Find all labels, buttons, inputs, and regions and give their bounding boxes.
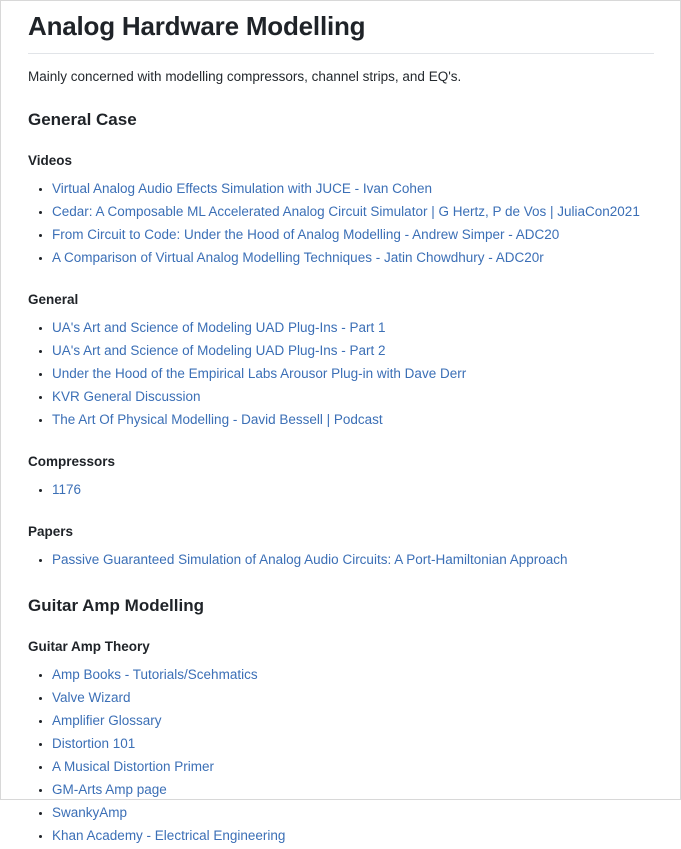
sections-container <box>28 110 654 847</box>
link[interactable]: A Comparison of Virtual Analog Modelling Techniques - Jatin Chowdhury - ADC20r <box>52 250 544 265</box>
document <box>1 1 680 847</box>
list-item <box>52 408 654 431</box>
group-heading: Compressors <box>28 454 116 469</box>
link[interactable]: UA's Art and Science of Modeling UAD Plug-Ins - Part 1 <box>52 320 386 335</box>
link-list <box>28 663 654 847</box>
list-item <box>52 778 654 801</box>
list-item <box>52 316 654 339</box>
list-item <box>52 339 654 362</box>
link[interactable]: Under the Hood of the Empirical Labs Arousor Plug-in with Dave Derr <box>52 366 467 381</box>
link[interactable]: SwankyAmp <box>52 805 128 820</box>
link[interactable]: Distortion 101 <box>52 736 136 751</box>
list-item <box>52 223 654 246</box>
group-heading: Papers <box>28 524 74 539</box>
link[interactable]: 1176 <box>52 482 82 497</box>
link[interactable]: GM-Arts Amp page <box>52 782 167 797</box>
link[interactable]: Amp Books - Tutorials/Scehmatics <box>52 667 258 682</box>
list-item <box>52 478 654 501</box>
list-item <box>52 755 654 778</box>
link-list <box>28 316 654 431</box>
link[interactable]: A Musical Distortion Primer <box>52 759 215 774</box>
list-item <box>52 548 654 571</box>
link[interactable]: KVR General Discussion <box>52 389 201 404</box>
list-item <box>52 824 654 847</box>
section-heading: Guitar Amp Modelling <box>28 596 204 615</box>
group-heading: General <box>28 292 79 307</box>
list-item <box>52 663 654 686</box>
link[interactable]: Valve Wizard <box>52 690 131 705</box>
group-heading: Guitar Amp Theory <box>28 639 150 654</box>
link[interactable]: Cedar: A Composable ML Accelerated Analog Circuit Simulator | G Hertz, P de Vos | JuliaCon2021 <box>52 204 640 219</box>
list-item <box>52 686 654 709</box>
list-item <box>52 362 654 385</box>
link[interactable]: From Circuit to Code: Under the Hood of Analog Modelling - Andrew Simper - ADC20 <box>52 227 560 242</box>
list-item <box>52 801 654 824</box>
link-list <box>28 177 654 269</box>
page-title: Analog Hardware Modelling <box>28 9 654 54</box>
section-heading: General Case <box>28 110 137 129</box>
link[interactable]: Virtual Analog Audio Effects Simulation with JUCE - Ivan Cohen <box>52 181 432 196</box>
list-item <box>52 177 654 200</box>
link-list <box>28 478 654 501</box>
group-heading: Videos <box>28 153 73 168</box>
list-item <box>52 709 654 732</box>
list-item <box>52 385 654 408</box>
link-list <box>28 548 654 571</box>
link[interactable]: Khan Academy - Electrical Engineering <box>52 828 286 843</box>
link[interactable]: The Art Of Physical Modelling - David Bessell | Podcast <box>52 412 383 427</box>
link[interactable]: Passive Guaranteed Simulation of Analog Audio Circuits: A Port-Hamiltonian Approach <box>52 552 568 567</box>
list-item <box>52 200 654 223</box>
link[interactable]: UA's Art and Science of Modeling UAD Plug-Ins - Part 2 <box>52 343 386 358</box>
link[interactable]: Amplifier Glossary <box>52 713 162 728</box>
intro-text: Mainly concerned with modelling compressors, channel strips, and EQ's. <box>28 69 462 84</box>
list-item <box>52 246 654 269</box>
list-item <box>52 732 654 755</box>
